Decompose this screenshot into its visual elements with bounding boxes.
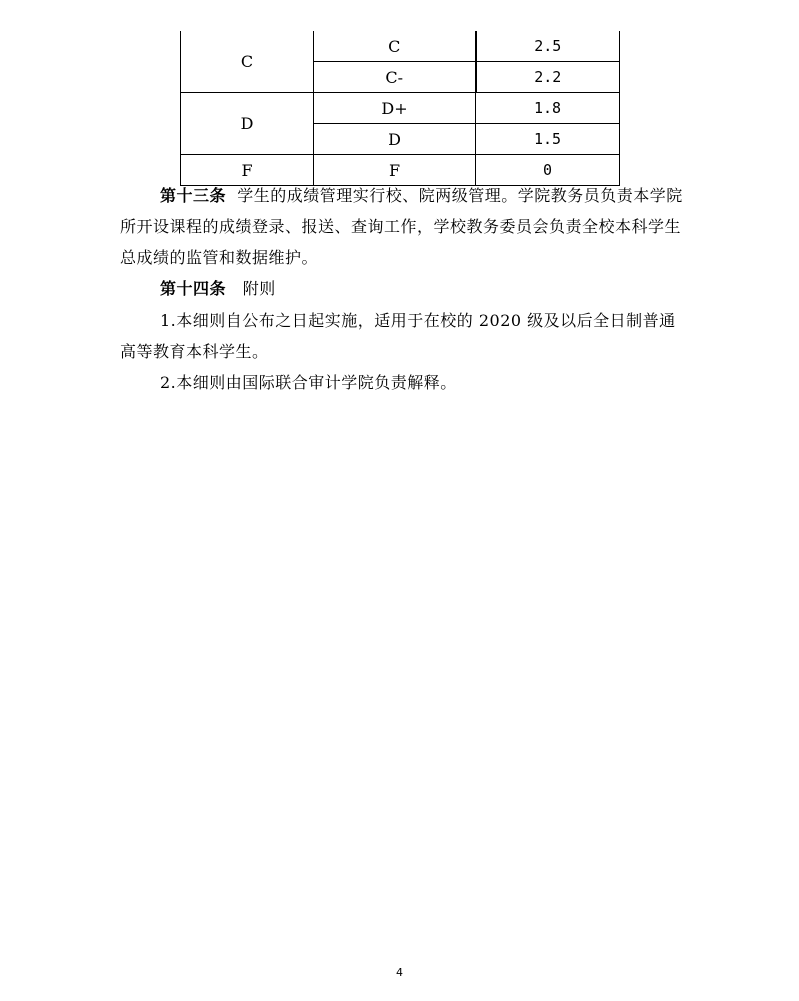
gpa-cell: 0 [476, 155, 620, 186]
gpa-cell: 2.5 [476, 31, 620, 62]
article-14-paragraph [120, 273, 690, 304]
page-number: 4 [396, 966, 403, 979]
article-13-text: 学生的成绩管理实行校、院两级管理。学院教务员负责本学院所开设课程的成绩登录、报送、查询工作，学校教务委员会负责全校本科学生总成绩的监管和数据维护。 [120, 186, 683, 267]
article-14-text: 附则 [242, 279, 276, 298]
gpa-cell: 1.8 [476, 93, 620, 124]
article-14-heading: 第十四条 [160, 279, 227, 298]
sub-grade-cell: C- [314, 62, 476, 93]
article-13-heading: 第十三条 [160, 186, 227, 205]
item-2-paragraph: 2.本细则由国际联合审计学院负责解释。 [160, 373, 457, 392]
letter-grade-cell: C [181, 31, 314, 93]
article-13-paragraph [120, 180, 690, 273]
table-row [181, 93, 620, 124]
grade-table [180, 31, 620, 186]
item-1-paragraph: 1.本细则自公布之日起实施，适用于在校的 2020 级及以后全日制普通高等教育本科学生。 [120, 311, 676, 361]
sub-grade-cell: D [314, 124, 476, 155]
sub-grade-cell: D+ [314, 93, 476, 124]
letter-grade-cell: F [181, 155, 314, 186]
sub-grade-cell: F [314, 155, 476, 186]
table-row [181, 31, 620, 62]
gpa-cell: 2.2 [476, 62, 620, 93]
gpa-cell: 1.5 [476, 124, 620, 155]
sub-grade-cell: C [314, 31, 476, 62]
letter-grade-cell: D [181, 93, 314, 155]
